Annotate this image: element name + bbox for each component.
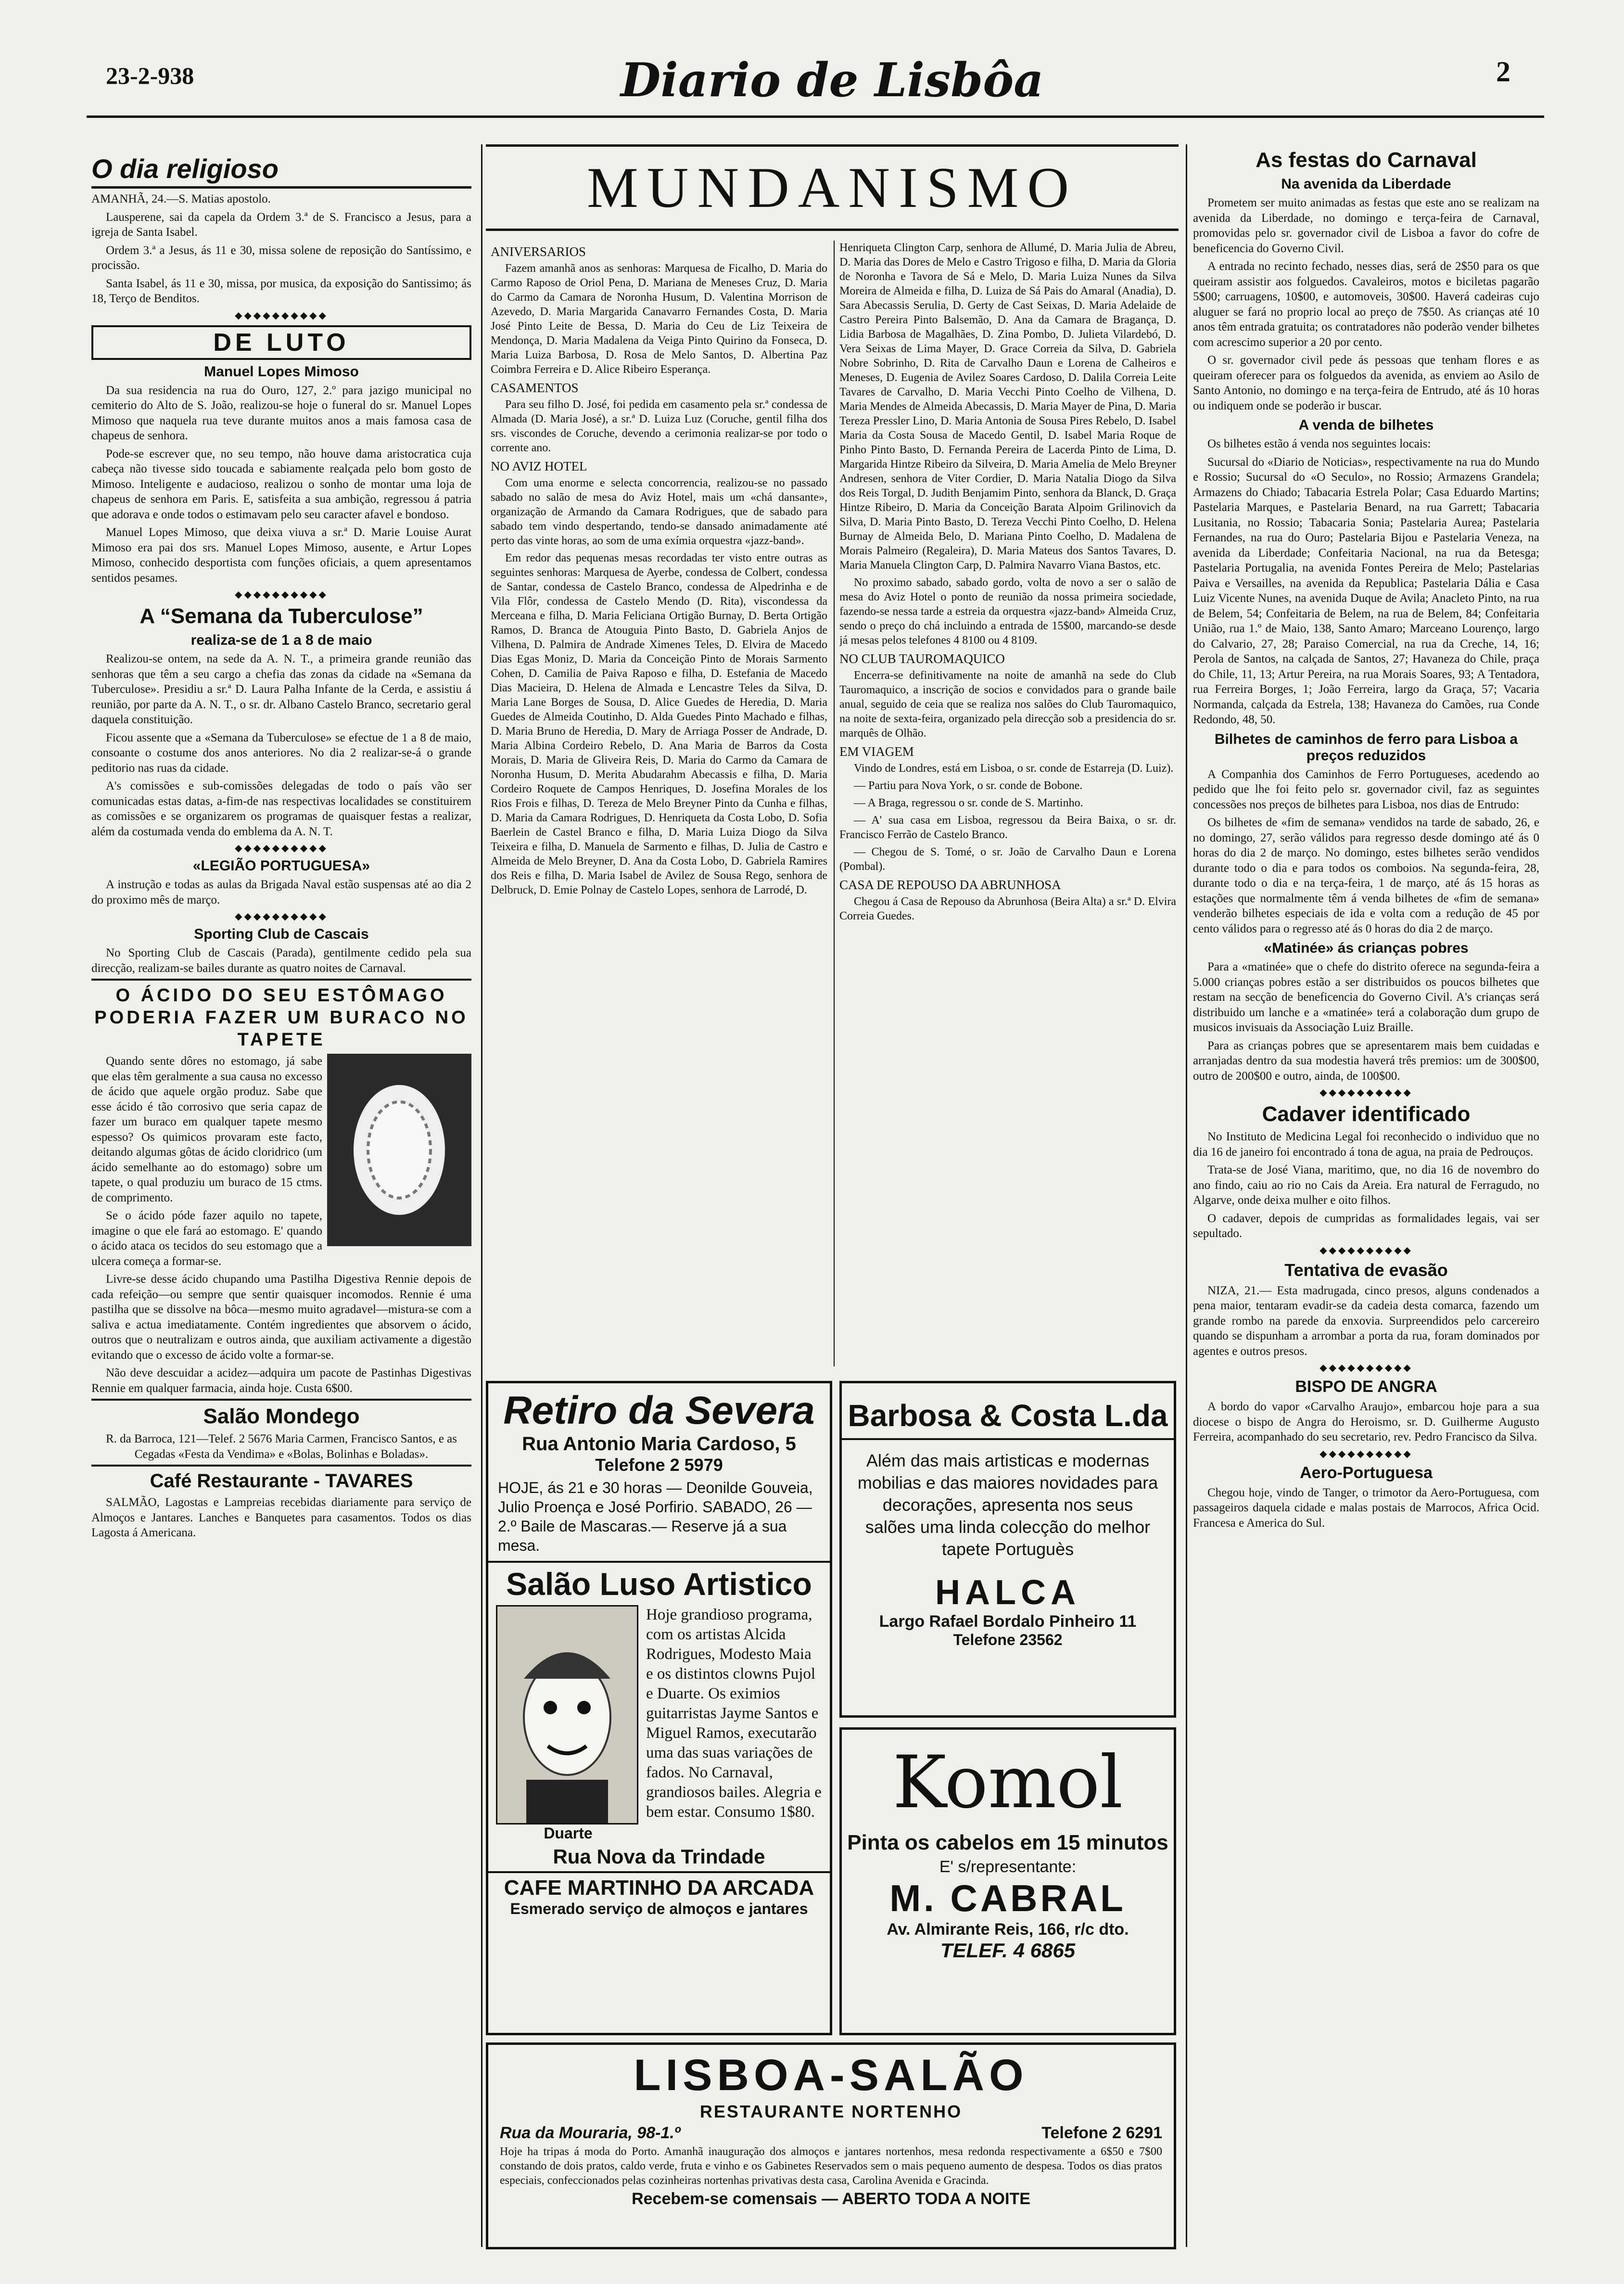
aniversarios-heading: ANIVERSARIOS: [491, 244, 586, 259]
aviz-text: Em redor das pequenas mesas recordadas ter visto entre outras as seguintes senhoras: Marquesa de Ayerbe, condessa de Colbert, condessa de Santar, condessa de Castelo Branco, condessa de Alpedrinha e de Vila Flôr, condessa de Castelo Mendo (D. Rita), viscondessa da Merceana e filha, D. Maria Feliciana Ortigão Burnay, D. Berta Ortigão Ramos, D. Branca de Atouguia Pinto Basto, D. Gabriela Anjos de Vilhena, D. Palmira de Andrade Ximenes Teles, D. Elvira de Macedo Dias Egas Moniz, D. Maria da Conceição Pinto de Morais Sarmento Cohen, D. Camilia de Paiva Raposo e filha, D. Estefania de Macedo Dias Macieira, D. Helena de Almada e Lencastre Teles da Silva, D. Maria Lane Borges de Sousa, D. Alice Guedes de Heredia, D. Maria Guedes de Almeida Coutinho, D. Alda Guedes Pinto Machado e filhas, D. Maria Bruno de Heredia, D. Mary de Arriaga Posser de Andrade, D. Maria Albina Cordeiro Rebelo, D. Ana Maria de Barros da Costa Morais, D. Maria de Gliveira Reis, D. Maria do Carmo da Camara de Noronha Husum, D. Merita Abudarahm Abecassis e filha, D. Maria Cordeiro Roquete de Campos Henriques, D. Josefina Morales de los Rios Frois e filhas, D. Tereza de Melo Breyner Pinto da Cunha e filhas, D. Maria da Camara Rodrigues, D. Henriqueta da Costa Lobo, D. Sofia Baerlein de Castel Branco e filha, D. Maria Luiza Diogo da Silva Teixeira e filha, D. Manuela de Sarmento e filhas, D. Julia de Castro e Almeida de Melo Breyner, D. Ana da Costa Lobo, D. Gabriela Ramires dos Reis e filha, D. Maria Isabel de Avilez de Sousa Rego, senhora de Delbruck, D. Emie Polnay de Castelo Lopes, senhora de Larrodé, D.: [491, 552, 827, 896]
dia-religioso-text: AMANHÃ, 24.—S. Matias apostolo.: [91, 192, 271, 205]
martinho-title: CAFE MARTINHO DA ARCADA: [504, 1876, 814, 1900]
ferro-text: A Companhia dos Caminhos de Ferro Portugueses, acedendo ao pedido que lhe foi feito pelo sr. governador civil, faz as seguintes concessões nos preços de bilhetes para Lisboa, nos dias de Entrudo:: [1193, 767, 1539, 811]
column-divider: [481, 144, 482, 1371]
martinho-subtitle: Esmerado serviço de almoços e jantares: [510, 1900, 808, 1917]
lisboa-text: Hoje ha tripas á moda do Porto. Amanhã inauguração dos almoços e jantares nortenhos, mesa redonda respectivamente a 6$50 e 7$00 constando de dois pratos, caldo verde, fruta e vinho e os Gabinetes Reservados sem o mais pequeno aumento de despesa. Todos os dias pratos especiais, confeccionados pelas cozinheiras nortenhas privativas desta casa, Carolina Avenida e Gracinda.: [500, 2145, 1162, 2187]
mondego-text: R. da Barroca, 121—Telef. 2 5676 Maria Carmen, Francisco Santos, e as Cegadas «Festa da Vendima» e «Bolas, Bolinhas e Boladas».: [106, 1432, 457, 1461]
halca-brand: HALCA: [935, 1573, 1080, 1612]
luso-title: Salão Luso Artistico: [506, 1566, 812, 1602]
luto-text: Pode-se escrever que, no seu tempo, não houve dama aristocratica cuja cabeça não tivesse sido toucada e sabiamente realçada pelo bom gosto de Mimoso. Inteligente e audacioso, realizou o sonho de montar uma loja de chapeus de senhora em Paris. E, satisfeita a sua ambição, regressou á patria que adorava e onde todos o estimavam pelo seu caracter afavel e bondoso.: [91, 447, 471, 521]
ornament-divider: ◆◆◆◆◆◆◆◆◆◆: [1320, 1087, 1413, 1098]
ornament-divider: ◆◆◆◆◆◆◆◆◆◆: [235, 310, 328, 321]
komol-subtitle: Pinta os cabelos em 15 minutos: [847, 1831, 1168, 1854]
viagem-heading: EM VIAGEM: [839, 744, 914, 759]
aniversarios-text: Fazem amanhã anos as senhoras: Marquesa de Ficalho, D. Maria do Carmo Raposo de Oriol Pena, D. Mariana de Meneses Cruz, D. Maria do Carmo da Camara de Noronha Husum, D. Valentina Morrison de Azevedo, D. Maria Margarida Canavarro Fernandes Costa, D. Maria José Pinto Leite de Bessa, D. Maria do Ceu de Liz Teixeira de Mendonça, D. Maria Madalena da Veiga Pinto Quirino da Fonseca, D. Maria Luiza Barbosa, D. Rosa de Melo Santos, D. Albertina Paz Coimbra Ferreira e D. Alice Ribeiro Esperança.: [491, 262, 827, 376]
clown-photo: [496, 1605, 638, 1825]
mundanismo-continued-text: Henriqueta Clington Carp, senhora de Allumé, D. Maria Julia de Abreu, D. Maria das Dores de Melo e Castro Trigoso e filha, D. Maria da Gloria de Noronha e Tavora de Sá e Melo, D. Maria Luiza Nunes da Silva Moreira de Almeida e filha, D. Luiza de Sá Pais do Amaral (Anadia), D. Sara Abecassis Serulia, D. Gerty de Cast Seixas, D. Maria Adelaide de Castro Pereira Pinto Balsemão, D. Ana da Camara de Bragança, D. Lidia Barbosa de Magalhães, D. Zina Pombo, D. Julieta Vilardebó, D. Vera Seixas de Lima Mayer, D. Grace Correia da Silva, D. Gabriela Nobre Sobrinho, D. Rita de Carvalho Daun e Lorena de Calheiros e Meneses, D. Eugenia de Avilez Soares Cardoso, D. Dalila Correia Leite Tavares de Carvalho, D. Maria Vecchi Pinto Coelho de Vilhena, D. Maria Mendes de Almeida Abecassis, D. Maria Mayer de Pina, D. Maria Tereza Pressler Lino, D. Maria Antonia de Sousa Pires Rebelo, D. Isabel Maria da Costa Sousa de Macedo Gentil, D. Isabel Maria Roque de Pinho Pinto Basto, D. Fernanda Pereira de Lacerda Pinto de Lima, D. Margarida Hintze Ribeiro da Silveira, D. Maria Amelia de Melo Breyner Andresen, senhora de Viter Cordier, D. Maria Natalia Diogo da Silva dos Reis Torgal, D. Judith Benjamim Pinto, senhora da Blanck, D. Graça Hintze Ribeiro, D. Maria da Conceição Barata Alpoim Grilinovich da Silva, D. Maria Pinto Basto, D. Tereza Vecchi Pinto Coelho, D. Helena Burnay de Almeida Belo, D. Mariana Pinto Coelho, D. Madalena de Morais Palmeiro (Regaleira), D. Maria Mateus dos Santos Tavares, D. Maria Manuela Clington Carp, D. Palmira Navarro Viana Bastos, etc.: [839, 242, 1176, 572]
ornament-divider: ◆◆◆◆◆◆◆◆◆◆: [235, 911, 328, 922]
column-divider: [481, 1371, 482, 2247]
clown-face-icon: [497, 1607, 637, 1823]
carnaval-subheading: Na avenida da Liberdade: [1281, 176, 1451, 192]
viagem-text: — Chegou de S. Tomé, o sr. João de Carvalho Daun e Lorena (Pombal).: [839, 846, 1176, 873]
bispo-text: A bordo do vapor «Carvalho Araujo», embarcou hoje para a sua diocese o bispo de Angra do Heroismo, sr. D. Guilherme Augusto Ferreira, acompanhado do seu secretario, rev. Pedro Francisco da Silva.: [1193, 1400, 1539, 1443]
lisboa-phone: Telefone 2 6291: [1041, 2124, 1162, 2142]
acido-text: Quando sente dôres no estomago, já sabe que elas têm geralmente a sua causa no excesso de ácido que aquele orgão produz. Sabe que esse ácido é tão corrosivo que seria capaz de fazer um buraco em qualquer tapete mesmo espesso? Os quimicos provaram este facto, deitando algumas gôtas de ácido cloridrico (um ácido semelhante ao do estomago) sobre um tapete, o qual produziu um buraco de 15 ctms. de comprimento.: [91, 1055, 322, 1204]
ferro-text: Os bilhetes de «fim de semana» vendidos na tarde de sabado, 26, e no domingo, 27, serão válidos para regresso desde domingo até ás 0 horas do dia 2 de março. No domingo, estes bilhetes serão vendidos durante todo o dia e para todos os comboios. Na segunda-feira, 28, durante todo o dia e na terça-feira, 1 de março, até ás 15 horas as estações que normalmente têm á venda bilhetes de «fim de semana» venderão bilhetes especiais de ida e volta com a redução de 45 por cento válidos para o regresso até ás 0 horas do dia 2 de março.: [1193, 816, 1539, 935]
cadaver-text: No Instituto de Medicina Legal foi reconhecido o individuo que no dia 16 de janeiro foi encontrado á tona de agua, na praia de Pedrouços.: [1193, 1130, 1539, 1159]
ad-rule: [488, 1871, 830, 1873]
semana-text: A's comissões e sub-comissões delegadas de todo o país vão ser comunicadas estas datas, a-fim-de nas respectivas localidades se constituirem as comissões e se organizarem os programas de quaisquer festas a realizar, além da costumada venda do emblema da A. N. T.: [91, 779, 471, 838]
matinee-text: Para a «matinée» que o chefe do distrito oferece na segunda-feira a 5.000 crianças pobres estão a ser distribuidos os poucos bilhetes que restam na secção de beneficencia do Governo Civil. A's crianças será distribuido um lanche e a «matinée» terá a colaboração dum grupo de musicos invisuais da Associação Luiz Braille.: [1193, 960, 1539, 1034]
pastilha-illustration: [327, 1054, 471, 1246]
repouso-heading: CASA DE REPOUSO DA ABRUNHOSA: [839, 878, 1061, 892]
page-number: 2: [1496, 56, 1510, 88]
viagem-text: Vindo de Londres, está em Lisboa, o sr. conde de Estarreja (D. Luiz).: [854, 762, 1174, 775]
viagem-text: — A Braga, regressou o sr. conde de S. Martinho.: [854, 797, 1083, 809]
luto-text: Manuel Lopes Mimoso, que deixa viuva a sr.ª D. Marie Louise Aurat Mimoso era pai dos srs. Manuel Lopes Mimoso, ausente, e Artur Lopes Mimoso, conhecido desportista com funções oficiais, a quem apresentamos sentidos pesames.: [91, 526, 471, 585]
ornament-divider: ◆◆◆◆◆◆◆◆◆◆: [235, 589, 328, 600]
ornament-divider: ◆◆◆◆◆◆◆◆◆◆: [1320, 1363, 1413, 1373]
luso-text: Hoje grandioso programa, com os artistas Alcida Rodrigues, Modesto Maia e os distintos clowns Pujol e Duarte. Os eximios guitarristas Jayme Santos e Miguel Ramos, executarão uma das suas variações de fados. No Carnaval, grandiosos bailes. Alegria e bem estar. Consumo 1$80.: [646, 1606, 822, 1821]
tapete-hole-icon: [327, 1054, 471, 1246]
column-left: [91, 149, 471, 2257]
carnaval-text: A entrada no recinto fechado, nesses dias, será de 2$50 para os que queiram assistir aos folguedos. Cavaleiros, motos e biciletas pagarão 5$00; carruagens, 10$00, e automoveis, 30$00. Haverá cadeiras cujo aluguer se fará no proprio local ao preço de 7$50. As crianças até 10 anos têm entrada gratuita; os contratadores não poderão vender bilhetes com acrescimo superior a 20 por cento.: [1193, 260, 1539, 349]
ad-barbosa-costa: [839, 1381, 1176, 1718]
luto-heading: DE LUTO: [91, 325, 471, 360]
lisboa-title: LISBOA-SALÃO: [634, 2051, 1028, 2100]
luso-address: Rua Nova da Trindade: [553, 1845, 765, 1868]
mundanismo-column-b: [839, 241, 1176, 1366]
mundanismo-banner: [486, 144, 1179, 231]
komol-cabral: M. CABRAL: [889, 1877, 1126, 1919]
komol-representative: E' s/representante:: [939, 1858, 1077, 1876]
ad-rule: [488, 1561, 830, 1563]
viagem-text: — Partiu para Nova York, o sr. conde de Bobone.: [854, 779, 1083, 792]
column-divider: [834, 241, 835, 1366]
masthead-rule: [87, 115, 1544, 118]
newspaper-title: Diario de Lisbôa: [621, 53, 1044, 107]
acido-text: Não deve descuidar a acidez—adquira um pacote de Pastinhas Digestivas Rennie em qualquer farmacia, ainda hoje. Custa 6$00.: [91, 1366, 471, 1395]
komol-phone: TELEF. 4 6865: [940, 1939, 1076, 1962]
bispo-heading: BISPO DE ANGRA: [1295, 1378, 1437, 1396]
tauromaquico-text: Encerra-se definitivamente na noite de amanhã na sede do Club Tauromaquico, a inscrição de socios e convidados para o grande baile anual, seguido de ceia que se realiza nos salões do Club Tauromaquico, na noite de sexta-feira, organizado pela direcção sob a presidencia do sr. marquês de Olhão.: [839, 669, 1176, 740]
evasao-text: NIZA, 21.— Esta madrugada, cinco presos, alguns condenados a pena maior, tentaram evadir-se da cadeia desta comarca, fazendo um grande rombo na parede da enxovia. Surpreendidos pelo carcereiro quando se dispunham a arrombar a porta da rua, foram dominados por agentes e outros presos.: [1193, 1284, 1539, 1358]
dia-religioso-text: Lausperene, sai da capela da Ordem 3.ª de S. Francisco a Jesus, para a igreja de Santa Isabel.: [91, 210, 471, 239]
luto-subheading: Manuel Lopes Mimoso: [204, 363, 359, 380]
matinee-text: Para as crianças pobres que se apresentarem mais bem cuidadas e arranjadas dentro da sua modestia haverá três premios: um de 300$00, outro de 200$00 e outro, ainda, de 100$00.: [1193, 1039, 1539, 1083]
mondego-heading: Salão Mondego: [203, 1404, 360, 1428]
semana-subheading: realiza-se de 1 a 8 de maio: [190, 632, 372, 648]
semana-text: Ficou assente que a «Semana da Tuberculose» se efectue de 1 a 8 de maio, consoante o costume dos anos anteriores. No dia 2 realizar-se-á o grande peditorio nas ruas da cidade.: [91, 731, 471, 775]
acido-text: Livre-se desse ácido chupando uma Pastilha Digestiva Rennie depois de cada refeição—ou sempre que sentir quaisquer incomodos. Rennie é uma pastilha que se dissolve na bôca—mesmo muito agradavel—mistura-se com a saliva e actua imediatamente. Contém ingredientes que absorvem o ácido, outros que o neutralizam e outros ainda, que auxiliam activamente a digestão evitando que o excesso de ácido volte a formar-se.: [91, 1273, 471, 1362]
carnaval-text: Prometem ser muito animadas as festas que este ano se realizam na avenida da Liberdade, no domingo e terça-feira de Carnaval, promovidas pelo sr. governador civil de Lisboa a favor do cofre de beneficencia do Governo Civil.: [1193, 196, 1539, 255]
semana-text: Realizou-se ontem, na sede da A. N. T., a primeira grande reunião das senhoras que têm a seu cargo a chefia das zonas da cidade na «Semana da Tuberculose». Presidiu a sr.ª D. Laura Palha Infante de la Cerda, e assistiu á reunião, por parte da A. N. T., o sr. dr. Albano Castelo Branco, secretario geral daquela constituição.: [91, 652, 471, 726]
evasao-heading: Tentativa de evasão: [1284, 1260, 1448, 1280]
halca-address: Largo Rafael Bordalo Pinheiro 11: [879, 1612, 1137, 1631]
carnaval-heading: As festas do Carnaval: [1256, 148, 1477, 172]
venda-text: Os bilhetes estão á venda nos seguintes locais:: [1207, 437, 1431, 450]
severa-address: Rua Antonio Maria Cardoso, 5: [522, 1433, 796, 1455]
tauromaquico-heading: NO CLUB TAUROMAQUICO: [839, 651, 1005, 666]
cadaver-text: O cadaver, depois de cumpridas as formalidades legais, vai ser sepultado.: [1193, 1212, 1539, 1240]
dia-religioso-text: Santa Isabel, ás 11 e 30, missa, por musica, da exposição do Santissimo; ás 18, Terço de Benditos.: [91, 277, 471, 305]
severa-title: Retiro da Severa: [503, 1389, 815, 1432]
repouso-text: Chegou á Casa de Repouso da Abrunhosa (Beira Alta) a sr.ª D. Elvira Correia Guedes.: [839, 895, 1176, 922]
barbosa-title: Barbosa & Costa L.da: [842, 1398, 1174, 1440]
tavares-text: SALMÃO, Lagostas e Lampreias recebidas diariamente para serviço de Almoços e Jantares. Lanches e Banquetes para casamentos. Todos os dias Lagosta á Americana.: [91, 1496, 471, 1539]
barbosa-text: Além das mais artisticas e modernas mobilias e das maiores novidades para decorações, apresenta nos seus salões uma linda colecção do melhor tapete Portuguès: [857, 1451, 1158, 1559]
venda-text: Sucursal do «Diario de Noticias», respectivamente na rua do Mundo e Rossio; Sucursal do «O Seculo», no Rossio; Armazens Grandela; Armazens do Chiado; Tabacaria Estrela Polar; Casa Eduardo Martins; Pastelaria Marques, e Pastelaria Benard, na rua Garrett; Tabacaria Lusitania, no Rossio; Tabacaria Sonia; Pastelaria Aurea; Pastelaria Fernandes, na rua do Ouro; Pastelaria Bijou e Pastelaria Veneza, na avenida da Liberdade; Confeitaria Nacional, na rua da Betesga; Pastelaria Portugalia, na avenida Fontes Pereira de Melo; Pastelarias Paiva e Versailles, na avenida da Republica; Pastelaria Dália e Casa Luiz Vicente Nunes, na avenida Duque de Avila; Anacleto Pinto, na rua de Belem, 54; Confeitaria de Belem, na rua de Belem, 84; Confeitaria União, rua 1.º de Maio, 138, Santo Amaro; Marceano Lourenço, largo do Calvario, 27, 28; Paraiso Comercial, na rua da Creche, 14, 16; Perola de Santos, na calçada de Santos, 27; Havaneza do Chile, praça do Chile, 11, 13; Artur Pereira, na rua Morais Soares, 93; A Tentadora, rua Ferreira Borges, 1; João Ferreira, largo da Graça, 57; Vacaria Normanda, calçada da Estrela, 138; Havaneza do Camões, rua Conde Redondo, 48, 50.: [1193, 455, 1539, 726]
section-rule: [91, 979, 471, 981]
aero-heading: Aero-Portuguesa: [1300, 1463, 1433, 1482]
komol-title: Komol: [892, 1741, 1123, 1825]
carnaval-text: O sr. governador civil pede ás pessoas que tenham flores e as queiram oferecer para os folguedos da avenida, as enviem ao Asilo de Santo Antonio, no domingo e na terça-feira de Entrudo, até ás 10 horas ou indiquem onde se poderão ir buscar.: [1193, 354, 1539, 412]
clown-caption: Duarte: [544, 1825, 593, 1842]
legiao-heading: «LEGIÃO PORTUGUESA»: [192, 858, 370, 874]
komol-address: Av. Almirante Reis, 166, r/c dto.: [887, 1920, 1129, 1939]
ad-retiro-luso: [486, 1381, 832, 2035]
tavares-heading: Café Restaurante - TAVARES: [150, 1470, 413, 1492]
semana-heading: A “Semana da Tuberculose”: [140, 604, 423, 628]
ornament-divider: ◆◆◆◆◆◆◆◆◆◆: [235, 843, 328, 854]
ferro-heading: Bilhetes de caminhos de ferro para Lisboa a preços reduzidos: [1214, 731, 1518, 764]
lisboa-subtitle: RESTAURANTE NORTENHO: [699, 2102, 963, 2121]
cadaver-text: Trata-se de José Viana, maritimo, que, no dia 16 de novembro do ano findo, caiu ao rio no Cais da Areia. Era natural de Ferragudo, no Algarve, onde deixa mulher e oito filhos.: [1193, 1163, 1539, 1207]
ad-lisboa-salao: [486, 2042, 1176, 2249]
casamentos-text: Para seu filho D. José, foi pedida em casamento pela sr.ª condessa de Almada (D. Maria José), a sr.ª D. Luiza Luz (Coruche, gentil filha dos srs. viscondes de Coruche, devendo a cerimonia realizar-se por todo o corrente ano.: [491, 398, 827, 454]
aviz-text: Com uma enorme e selecta concorrencia, realizou-se no passado sabado no salão de mesa do Aviz Hotel, mais um «chá dansante», organização de Armando da Camara Rodrigues, que de sabado para sabado tem vindo despertando, tendo-se dansado animadamente até perto das vinte horas, ao som de uma exímia orquestra «jazz-band».: [491, 477, 827, 547]
lisboa-footer: Recebem-se comensais — ABERTO TODA A NOITE: [632, 2190, 1030, 2208]
legiao-text: A instrução e todas as aulas da Brigada Naval estão suspensas até ao dia 2 do proximo mês de março.: [91, 878, 471, 906]
dia-religioso-text: Ordem 3.ª a Jesus, ás 11 e 30, missa solene de reposição do Santíssimo, e procissão.: [91, 243, 471, 272]
mundanismo-title: MUNDANISMO: [586, 155, 1078, 219]
mundanismo-column-a: [491, 241, 827, 1366]
acido-text: Se o ácido póde fazer aquilo no tapete, imagine o que ele fará ao estomago. E' quando o ácido ataca os tecidos do seu estomago que a ulcera começa a formar-se.: [91, 1209, 322, 1268]
severa-text: HOJE, ás 21 e 30 horas — Deonilde Gouveia, Julio Proença e José Porfirio. SABADO, 26 — 2.º Baile de Mascaras.— Reserve já a sua mesa.: [498, 1479, 813, 1554]
section-rule: [91, 1465, 471, 1467]
ornament-divider: ◆◆◆◆◆◆◆◆◆◆: [1320, 1245, 1413, 1256]
viagem-text: — A' sua casa em Lisboa, regressou da Beira Baixa, o sr. dr. Francisco Ferrão de Castelo Branco.: [839, 814, 1176, 841]
acido-heading: O ÁCIDO DO SEU ESTÔMAGO PODERIA FAZER UM BURACO NO TAPETE: [94, 985, 469, 1050]
ornament-divider: ◆◆◆◆◆◆◆◆◆◆: [1320, 1448, 1413, 1459]
issue-date: 23-2-938: [106, 62, 194, 89]
section-rule: [91, 1399, 471, 1401]
severa-phone: Telefone 2 5979: [595, 1455, 723, 1475]
ad-komol: [839, 1727, 1176, 2035]
lisboa-address: Rua da Mouraria, 98-1.º: [500, 2124, 681, 2142]
halca-phone: Telefone 23562: [953, 1631, 1063, 1648]
mundanismo-continued-text: No proximo sabado, sabado gordo, volta de novo a ser o salão de mesa do Aviz Hotel o ponto de reunião da nossa primeira sociedade, fazendo-se nessa tarde a estreia da orquestra «jazz-band» Almeida Cruz, sendo o preço do chá incluindo a entrada de 15$00, marcando-se desde já mesas pelos telefones 4 8100 ou 4 8109.: [839, 576, 1176, 647]
dia-religioso-heading: O dia religioso: [91, 153, 471, 189]
sporting-heading: Sporting Club de Cascais: [194, 926, 369, 942]
aviz-heading: NO AVIZ HOTEL: [491, 459, 587, 473]
sporting-text: No Sporting Club de Cascais (Parada), gentilmente cedido pela sua direcção, realizam-se bailes durante as quatro noites de Carnaval.: [91, 946, 471, 975]
luto-text: Da sua residencia na rua do Ouro, 127, 2.º para jazigo municipal no cemiterio do Alto de S. João, realizou-se hoje o funeral do sr. Manuel Lopes Mimoso que naquela rua teve durante muitos anos a mais famosa casa de chapeus de senhora.: [91, 383, 471, 442]
venda-heading: A venda de bilhetes: [1298, 417, 1434, 433]
cadaver-heading: Cadaver identificado: [1262, 1102, 1471, 1126]
column-right: [1193, 144, 1539, 2252]
matinee-heading: «Matinée» ás crianças pobres: [1264, 940, 1469, 956]
casamentos-heading: CASAMENTOS: [491, 381, 579, 395]
aero-text: Chegou hoje, vindo de Tanger, o trimotor da Aero-Portuguesa, com passageiros daquela cidade e malas postais de Marrocos, Africa Ocid. Francesa e America do Sul.: [1193, 1486, 1539, 1530]
column-divider: [1186, 144, 1187, 2247]
